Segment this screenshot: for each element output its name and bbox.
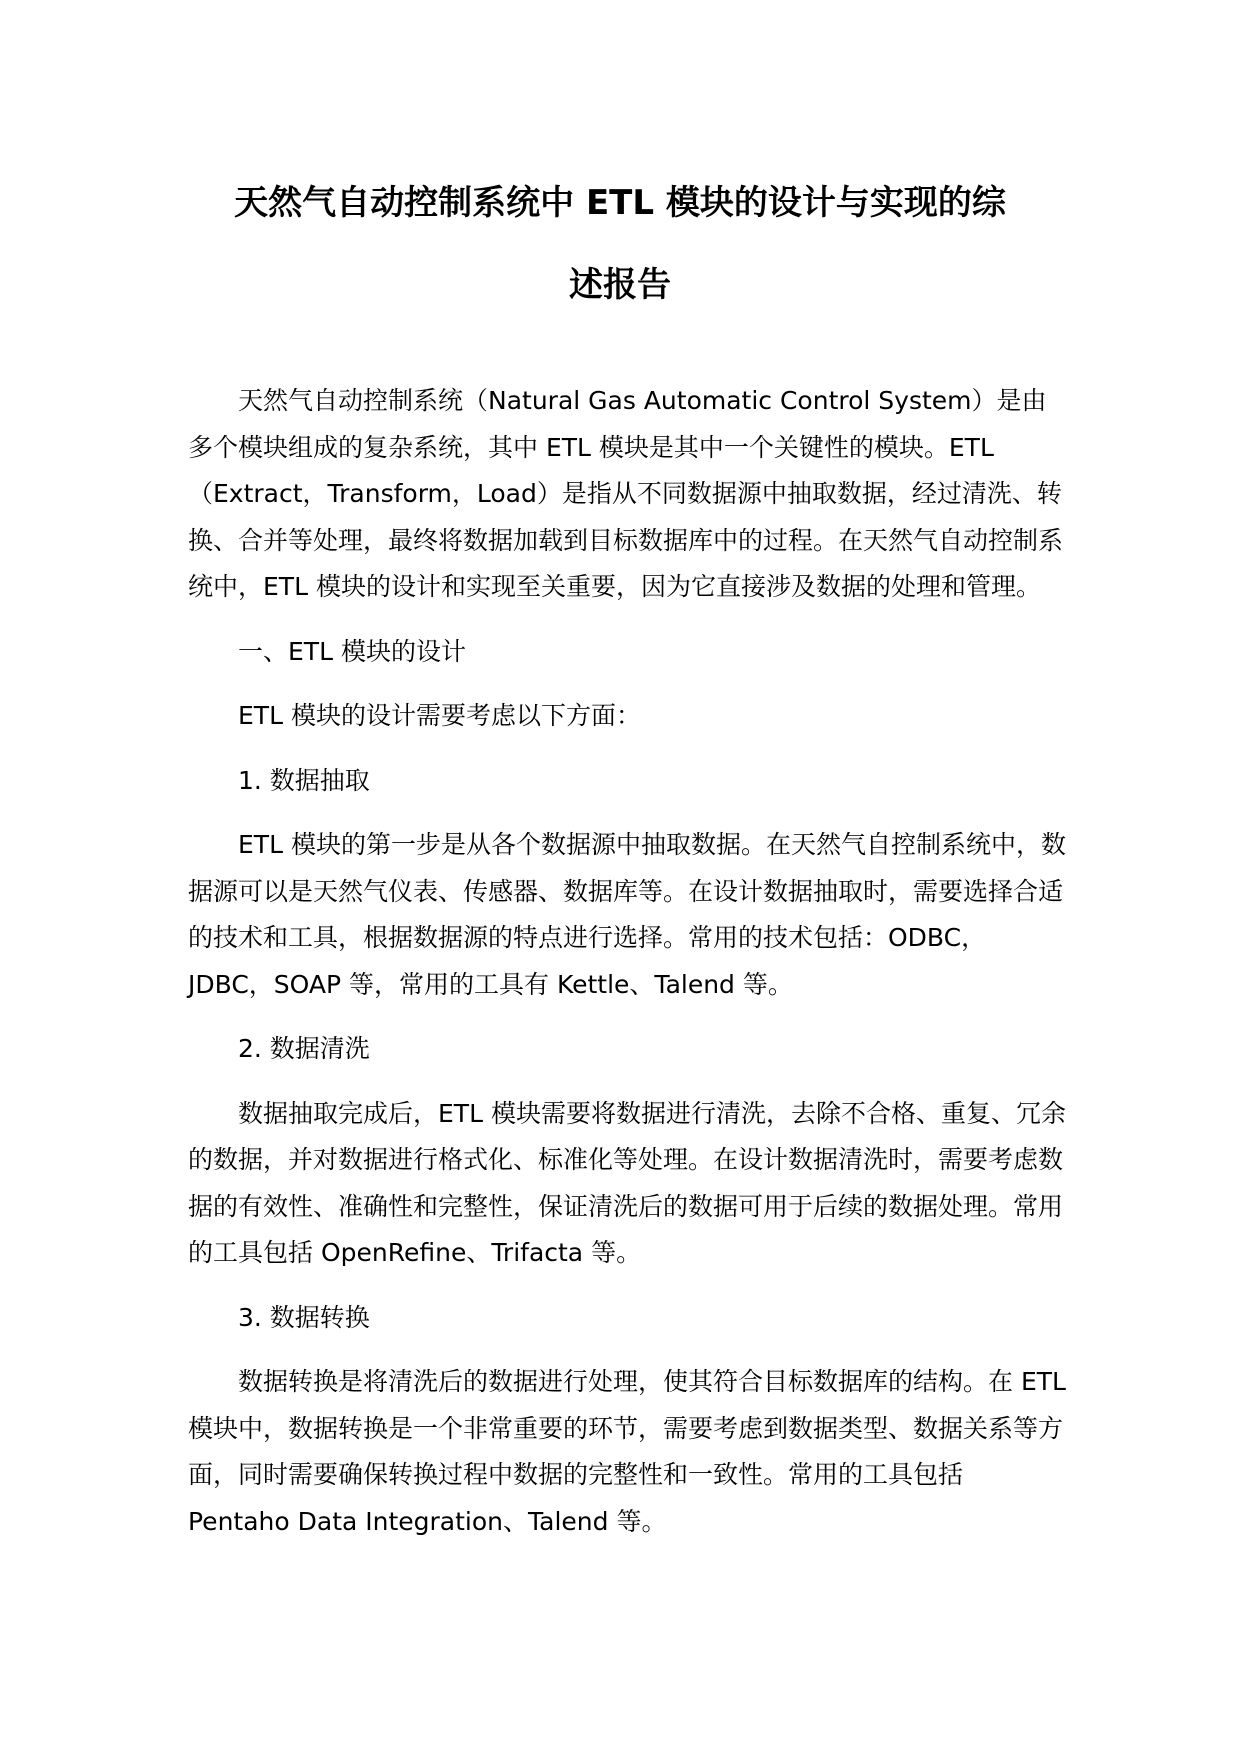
cleaning-paragraph: 数据抽取完成后，ETL 模块需要将数据进行清洗，去除不合格、重复、冗余的数据，并对数据进行格式化、标准化等处理。在设计数据清洗时，需要考虑数据的有效性、准确性和完整性，保证清洗后的数据可用于后续的数据处理。常用的工具包括 OpenRefine、Trifacta 等。 xyxy=(188,1098,1066,1267)
intro-paragraph: 天然气自动控制系统（Natural Gas Automatic Control System）是由多个模块组成的复杂系统，其中 ETL 模块是其中一个关键性的模块。ETL（Extract，Transform，Load）是指从不同数据源中抽取数据，经过清洗、转换、合并等处理，最终将数据加载到目标数据库中的过程。在天然气自动控制系统中，ETL 模块的设计和实现至关重要，因为它直接涉及数据的处理和管理。 xyxy=(188,386,1064,601)
document-title-line-1: 天然气自动控制系统中 ETL 模块的设计与实现的综 xyxy=(234,183,1006,223)
subheading-cleaning: 2. 数据清洗 xyxy=(238,1034,370,1063)
document-body xyxy=(188,378,1068,1545)
section-heading-design: 一、ETL 模块的设计 xyxy=(238,636,466,666)
extraction-paragraph: ETL 模块的第一步是从各个数据源中抽取数据。在天然气自控制系统中，数据源可以是天然气仪表、传感器、数据库等。在设计数据抽取时，需要选择合适的技术和工具，根据数据源的特点进行选择。常用的技术包括：ODBC，JDBC，SOAP 等，常用的工具有 Kettle、Talend 等。 xyxy=(188,830,1066,999)
document-title-line-2: 述报告 xyxy=(569,265,671,305)
design-intro-paragraph: ETL 模块的设计需要考虑以下方面： xyxy=(238,701,641,730)
subheading-extraction: 1. 数据抽取 xyxy=(238,765,370,795)
subheading-transformation: 3. 数据转换 xyxy=(238,1302,370,1332)
transformation-paragraph: 数据转换是将清洗后的数据进行处理，使其符合目标数据库的结构。在 ETL 模块中，数据转换是一个非常重要的环节，需要考虑到数据类型、数据关系等方面，同时需要确保转换过程中数据的完整性和一致性。常用的工具包括 Pentaho Data Integration、Talend 等。 xyxy=(188,1367,1066,1536)
